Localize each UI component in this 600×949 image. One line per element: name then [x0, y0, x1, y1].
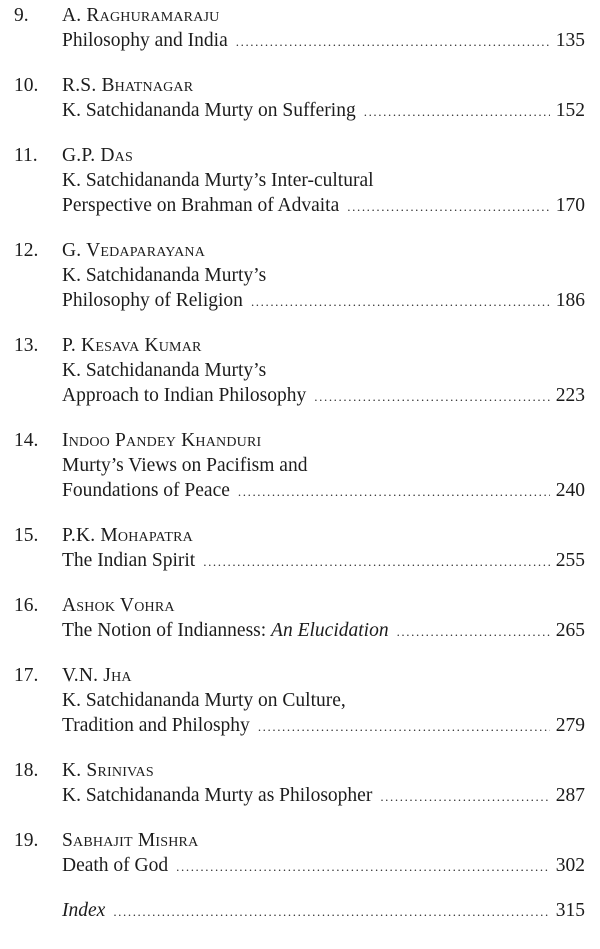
- entry-number: 12.: [14, 240, 39, 261]
- entry-page-number: 255: [555, 550, 585, 571]
- toc-entry-index[interactable]: [0, 898, 600, 923]
- entry-title-line: K. Satchidananda Murty’s: [62, 265, 267, 286]
- entry-title: Philosophy of Religion: [62, 290, 243, 311]
- entry-title: K. Satchidananda Murty on Suffering: [62, 100, 356, 121]
- entry-author: P. Kesava Kumar: [62, 335, 202, 356]
- entry-title-line: Murty’s Views on Pacifism and: [62, 455, 308, 476]
- entry-number: 19.: [14, 830, 39, 851]
- toc-entry-14[interactable]: [0, 428, 600, 503]
- entry-page-number: 302: [555, 855, 585, 876]
- entry-author: R.S. Bhatnagar: [62, 75, 194, 96]
- dot-leader: [364, 99, 550, 124]
- entry-number: 17.: [14, 665, 39, 686]
- table-of-contents: [0, 3, 600, 943]
- entry-page-number: 135: [555, 30, 585, 51]
- dot-leader: [314, 384, 549, 409]
- toc-entry-16[interactable]: [0, 593, 600, 643]
- entry-page-number: 265: [555, 620, 585, 641]
- entry-number: 11.: [14, 145, 38, 166]
- entry-author: Indoo Pandey Khanduri: [62, 430, 262, 451]
- entry-title: Foundations of Peace: [62, 480, 230, 501]
- entry-number: 10.: [14, 75, 39, 96]
- entry-title: Approach to Indian Philosophy: [62, 385, 307, 406]
- entry-title-main: The Notion of Indianness:: [62, 620, 267, 641]
- toc-entry-10[interactable]: [0, 73, 600, 123]
- entry-number: 9.: [14, 5, 29, 26]
- entry-title-line: K. Satchidananda Murty’s Inter-cultural: [62, 170, 374, 191]
- dot-leader: [347, 194, 549, 219]
- dot-leader: [251, 289, 550, 314]
- toc-entry-15[interactable]: [0, 523, 600, 573]
- entry-title: Tradition and Philosphy: [62, 715, 250, 736]
- entry-page-number: 170: [555, 195, 585, 216]
- dot-leader: [397, 619, 550, 644]
- entry-page-number: 287: [555, 785, 585, 806]
- entry-number: 14.: [14, 430, 39, 451]
- entry-title: K. Satchidananda Murty as Philosopher: [62, 785, 373, 806]
- toc-entry-9[interactable]: [0, 3, 600, 53]
- entry-title: [62, 618, 389, 643]
- entry-author: Ashok Vohra: [62, 595, 175, 616]
- index-page-number: 315: [555, 900, 585, 921]
- toc-entry-18[interactable]: [0, 758, 600, 808]
- dot-leader: [238, 479, 550, 504]
- entry-author: P.K. Mohapatra: [62, 525, 193, 546]
- dot-leader: [113, 899, 549, 924]
- entry-title-line: K. Satchidananda Murty on Culture,: [62, 690, 346, 711]
- entry-title: The Indian Spirit: [62, 550, 196, 571]
- toc-entry-17[interactable]: [0, 663, 600, 738]
- entry-author: K. Srinivas: [62, 760, 154, 781]
- entry-title-line: K. Satchidananda Murty’s: [62, 360, 267, 381]
- dot-leader: [380, 784, 549, 809]
- dot-leader: [203, 549, 550, 574]
- entry-page-number: 279: [555, 715, 585, 736]
- entry-number: 18.: [14, 760, 39, 781]
- toc-entry-13[interactable]: [0, 333, 600, 408]
- entry-title-subtitle: An Elucidation: [271, 620, 389, 641]
- entry-number: 16.: [14, 595, 39, 616]
- entry-title: Philosophy and India: [62, 30, 228, 51]
- entry-page-number: 186: [555, 290, 585, 311]
- index-label: Index: [62, 900, 106, 921]
- toc-entry-19[interactable]: [0, 828, 600, 878]
- dot-leader: [176, 854, 550, 879]
- entry-author: V.N. Jha: [62, 665, 132, 686]
- entry-title: Perspective on Brahman of Advaita: [62, 195, 340, 216]
- entry-author: G. Vedaparayana: [62, 240, 205, 261]
- entry-page-number: 240: [555, 480, 585, 501]
- entry-title: Death of God: [62, 855, 169, 876]
- entry-page-number: 223: [555, 385, 585, 406]
- entry-page-number: 152: [555, 100, 585, 121]
- entry-number: 15.: [14, 525, 39, 546]
- dot-leader: [258, 714, 550, 739]
- entry-number: 13.: [14, 335, 39, 356]
- toc-entry-11[interactable]: [0, 143, 600, 218]
- toc-entry-12[interactable]: [0, 238, 600, 313]
- entry-author: Sabhajit Mishra: [62, 830, 199, 851]
- entry-author: G.P. Das: [62, 145, 133, 166]
- entry-author: A. Raghuramaraju: [62, 5, 220, 26]
- dot-leader: [236, 29, 550, 54]
